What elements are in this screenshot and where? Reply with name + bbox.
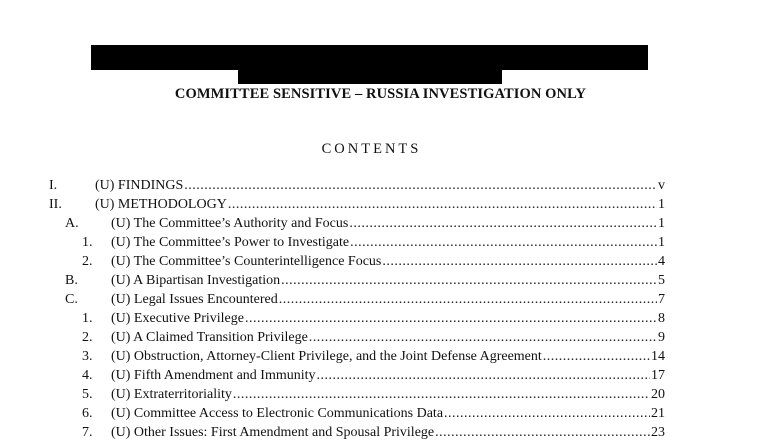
dot-leader [279, 291, 657, 309]
toc-entry[interactable] [0, 424, 761, 442]
dot-leader [444, 405, 650, 423]
toc-entry-line [95, 177, 665, 195]
toc-entry-label: (U) Executive Privilege [111, 311, 244, 326]
toc-entry-page: 1 [658, 235, 665, 250]
toc-entry-line [111, 329, 665, 347]
dot-leader [228, 196, 657, 214]
toc-entry-line [111, 348, 665, 366]
toc-entry-number: I. [49, 178, 58, 193]
redaction-bar-middle [238, 68, 502, 84]
toc-entry[interactable] [0, 272, 761, 290]
toc-entry-number: 6. [82, 406, 93, 421]
dot-leader [350, 234, 657, 252]
toc-entry[interactable] [0, 177, 761, 195]
dot-leader [349, 215, 657, 233]
dot-leader [309, 329, 657, 347]
toc-entry[interactable] [0, 310, 761, 328]
toc-entry-number: C. [65, 292, 78, 307]
toc-entry-line [111, 405, 665, 423]
dot-leader [281, 272, 657, 290]
dot-leader [382, 253, 657, 271]
classification-banner: COMMITTEE SENSITIVE – RUSSIA INVESTIGATION ONLY [174, 86, 587, 102]
toc-entry[interactable] [0, 386, 761, 404]
toc-entry-page: 14 [651, 349, 665, 364]
toc-entry-label: (U) The Committee’s Authority and Focus [111, 216, 349, 231]
toc-entry-page: 17 [651, 368, 665, 383]
toc-entry-page: 20 [651, 387, 665, 402]
dot-leader [543, 348, 650, 366]
toc-entry-page: v [658, 178, 665, 193]
toc-entry-line [111, 424, 665, 442]
toc-entry-page: 5 [658, 273, 665, 288]
toc-entry[interactable] [0, 234, 761, 252]
toc-entry-label: (U) Obstruction, Attorney-Client Privilege, and the Joint Defense Agreement [111, 349, 542, 364]
dot-leader [233, 386, 650, 404]
toc-entry-number: II. [49, 197, 62, 212]
toc-entry[interactable] [0, 253, 761, 271]
toc-entry-label: (U) Extraterritoriality [111, 387, 232, 402]
toc-entry-label: (U) METHODOLOGY [95, 197, 227, 212]
toc-entry-line [111, 272, 665, 290]
toc-entry-label: (U) A Bipartisan Investigation [111, 273, 281, 288]
toc-entry[interactable] [0, 215, 761, 233]
toc-entry-label: (U) Legal Issues Encountered [111, 292, 278, 307]
toc-entry-label: (U) FINDINGS [95, 178, 184, 193]
dot-leader [317, 367, 650, 385]
toc-entry-line [95, 196, 665, 214]
toc-entry-page: 7 [658, 292, 665, 307]
toc-entry-number: 2. [82, 254, 93, 269]
contents-heading: CONTENTS [321, 141, 422, 157]
toc-entry[interactable] [0, 348, 761, 366]
toc-entry-number: 4. [82, 368, 93, 383]
toc-entry[interactable] [0, 329, 761, 347]
toc-entry-number: 2. [82, 330, 93, 345]
dot-leader [245, 310, 657, 328]
toc-entry[interactable] [0, 196, 761, 214]
toc-entry-line [111, 234, 665, 252]
toc-entry-number: 5. [82, 387, 93, 402]
toc-entry-page: 1 [658, 216, 665, 231]
toc-entry-line [111, 310, 665, 328]
toc-entry-number: A. [65, 216, 79, 231]
toc-entry[interactable] [0, 367, 761, 385]
toc-entry-label: (U) A Claimed Transition Privilege [111, 330, 308, 345]
redaction-bar-top [91, 45, 648, 70]
toc-entry-label: (U) The Committee’s Power to Investigate [111, 235, 350, 250]
toc-entry-number: 1. [82, 235, 93, 250]
toc-entry-line [111, 253, 665, 271]
toc-entry[interactable] [0, 291, 761, 309]
toc-entry-label: (U) Committee Access to Electronic Communications Data [111, 406, 444, 421]
toc-entry-line [111, 386, 665, 404]
toc-entry-label: (U) Other Issues: First Amendment and Spousal Privilege [111, 425, 435, 440]
toc-entry-label: (U) Fifth Amendment and Immunity [111, 368, 316, 383]
toc-entry-page: 4 [658, 254, 665, 269]
toc-entry-page: 21 [651, 406, 665, 421]
toc-entry-label: (U) The Committee’s Counterintelligence Focus [111, 254, 382, 269]
toc-entry-number: 1. [82, 311, 93, 326]
toc-entry[interactable] [0, 405, 761, 423]
toc-entry-page: 8 [658, 311, 665, 326]
toc-entry-page: 9 [658, 330, 665, 345]
toc-entry-line [111, 367, 665, 385]
dot-leader [435, 424, 650, 442]
toc-entry-number: 7. [82, 425, 93, 440]
toc-entry-page: 23 [651, 425, 665, 440]
toc-entry-page: 1 [658, 197, 665, 212]
toc-entry-line [111, 291, 665, 309]
toc-entry-number: 3. [82, 349, 93, 364]
toc-entry-number: B. [65, 273, 78, 288]
dot-leader [184, 177, 657, 195]
toc-entry-line [111, 215, 665, 233]
